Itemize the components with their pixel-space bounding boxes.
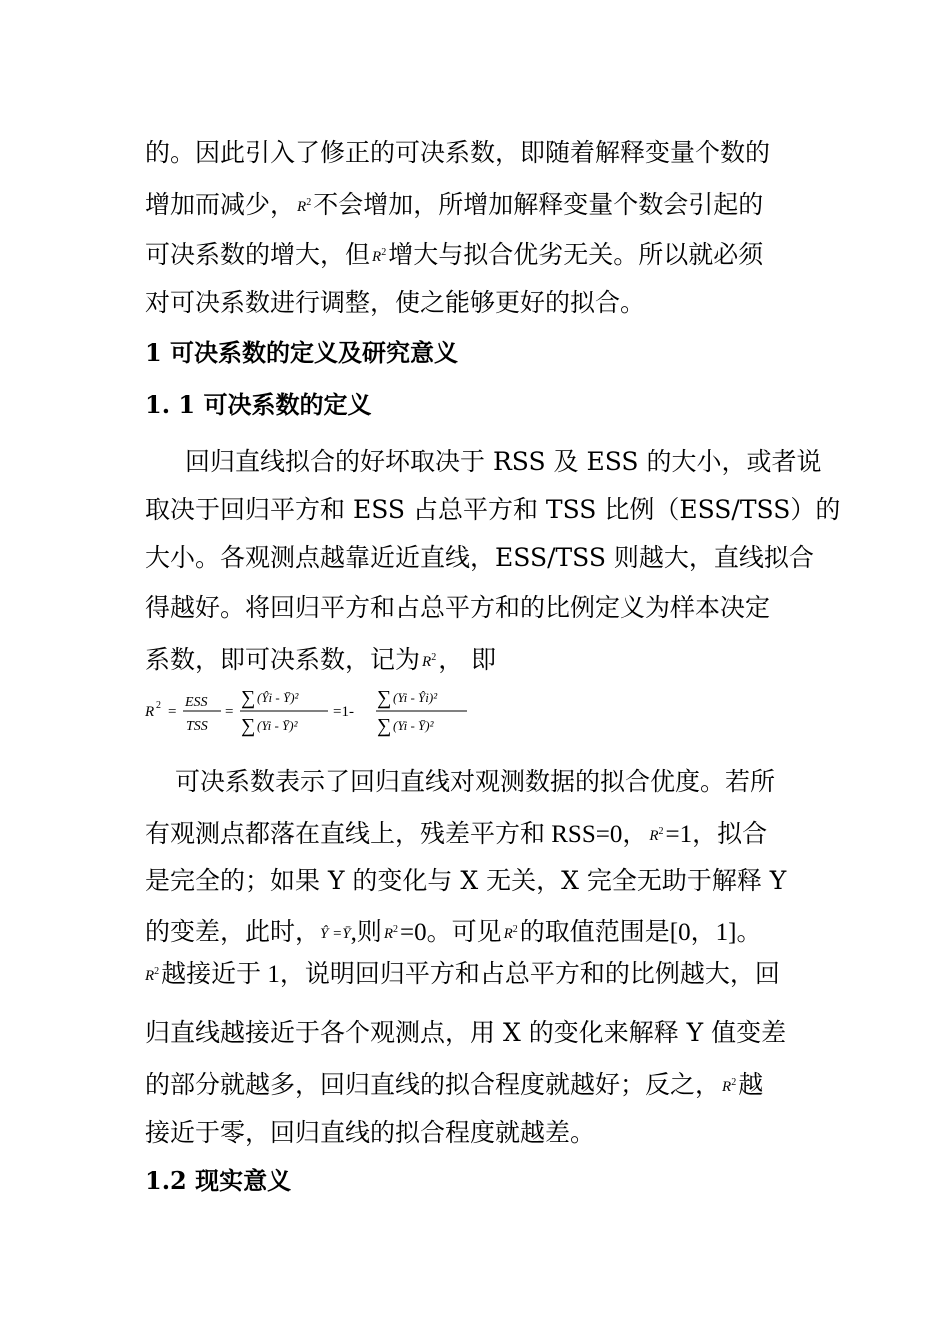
formula-one-minus: =1- (333, 704, 354, 720)
text-line: 得越好。将回归平方和占总平方和的比例定义为样本决定 (145, 593, 771, 622)
r-squared-formula (145, 680, 475, 740)
text-span: 的取值范围是[0，1]。 (519, 919, 762, 946)
frac1-numerator: ESS (185, 695, 208, 710)
formula-equals: = (168, 704, 177, 720)
text-span: ,则 (350, 919, 382, 946)
subsection-heading: 1. 1 可决系数的定义 (145, 390, 372, 419)
r-squared-symbol: $R^2$ (649, 826, 664, 844)
text-span: 可决系数的增大，但 (145, 240, 371, 269)
text-line: 接近于零，回归直线的拟合程度就越差。 (145, 1118, 596, 1147)
sum-symbol: ∑ (241, 687, 256, 709)
r-squared-symbol: $R^2$ (145, 966, 160, 984)
text-line (145, 1066, 763, 1104)
frac3-numerator: (Yi - Ŷi)² (393, 690, 438, 705)
text-line: 回归直线拟合的好坏取决于 RSS 及 ESS 的大小，或者说 (185, 447, 822, 476)
r-squared-symbol: $R^2$ (422, 652, 437, 670)
text-span: 系数，即可决系数，记为 (145, 645, 421, 674)
text-line: 的。因此引入了修正的可决系数，即随着解释变量个数的 (145, 138, 771, 167)
formula-lhs: R (145, 704, 155, 720)
text-line: 可决系数表示了回归直线对观测数据的拟合优度。若所 (175, 767, 776, 796)
text-span: 不会增加，所增加解释变量个数会引起的 (313, 190, 764, 219)
text-span: 增加而减少， (145, 190, 296, 219)
text-span: 增大与拟合优劣无关。所以就必须 (388, 240, 764, 269)
text-line (145, 955, 780, 993)
frac1-denominator: TSS (186, 719, 208, 734)
sum-symbol: ∑ (377, 687, 392, 709)
frac2-numerator: (Ŷi - Ȳ)² (257, 690, 299, 705)
formula-lhs-exponent: 2 (156, 700, 161, 711)
formula-equals: = (225, 704, 234, 720)
text-line: 大小。各观测点越靠近近直线，ESS/TSS 则越大，直线拟合 (145, 543, 814, 572)
text-line: 归直线越接近于各个观测点，用 X 的变化来解释 Y 值变差 (145, 1018, 787, 1047)
text-span: 越 (738, 1070, 764, 1099)
text-line (145, 236, 763, 274)
section-heading: 1 可决系数的定义及研究意义 (145, 338, 459, 367)
text-span: 的部分就越多，回归直线的拟合程度就越好；反之， (145, 1070, 721, 1099)
text-line (145, 186, 763, 224)
r-squared-symbol: $R^2$ (722, 1077, 737, 1095)
text-line: 对可决系数进行调整，使之能够更好的拟合。 (145, 288, 646, 317)
text-span: 有观测点都落在直线上，残差平方和 RSS=0， (145, 821, 648, 848)
text-span: ， 即 (438, 645, 497, 674)
r-squared-symbol: $R^2$ (372, 247, 387, 265)
r-squared-symbol: $R^2$ (383, 924, 399, 942)
text-line (145, 913, 761, 951)
subsection-heading: 1.2 现实意义 (145, 1166, 292, 1195)
frac3-denominator: (Yi - Ȳ)² (393, 718, 434, 733)
sum-symbol: ∑ (377, 715, 392, 737)
frac2-denominator: (Yi - Ȳ)² (257, 718, 298, 733)
text-line: 是完全的；如果 Y 的变化与 X 无关，X 完全无助于解释 Y (145, 866, 787, 895)
y-hat-equals-y-bar: Ŷ =Ȳ (320, 926, 351, 942)
text-line (145, 815, 767, 853)
text-line (145, 641, 496, 679)
text-line: 取决于回归平方和 ESS 占总平方和 TSS 比例（ESS/TSS）的 (145, 495, 841, 524)
sum-symbol: ∑ (241, 715, 256, 737)
text-span: 越接近于 1，说明回归平方和占总平方和的比例越大，回 (161, 961, 780, 988)
r-squared-symbol: $R^2$ (297, 197, 312, 215)
text-span: =1，拟合 (665, 821, 768, 848)
text-span: 的变差，此时， (145, 917, 321, 946)
r-squared-symbol: $R^2$ (503, 924, 518, 942)
text-span: =0。可见 (400, 919, 502, 946)
